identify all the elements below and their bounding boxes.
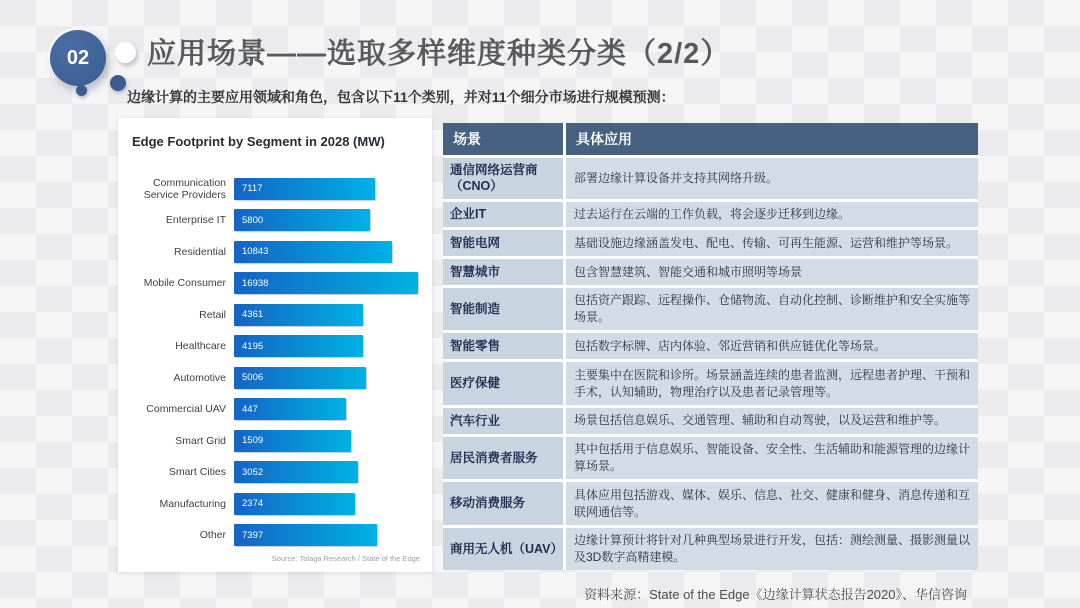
- decor-dot-small: [76, 85, 87, 96]
- chart-bar: [234, 178, 375, 200]
- chart-bar: [234, 241, 392, 263]
- page-subtitle: 边缘计算的主要应用领域和角色，包含以下11个类别，并对11个细分市场进行规模预测：: [127, 89, 675, 105]
- chart-bar: [234, 493, 355, 515]
- chart-bar-value: 5006: [242, 372, 264, 384]
- table-cell-description: 具体应用包括游戏、媒体、娱乐、信息、社交、健康和健身、消息传递和互联网通信等。: [566, 482, 978, 525]
- chart-bar-track: [234, 241, 418, 263]
- chart-bar-value: 16938: [242, 277, 269, 289]
- chart-category-label: Smart Cities: [168, 466, 226, 479]
- chart-category-label: Communication Service Providers: [143, 176, 226, 201]
- chart-bar: [234, 430, 351, 452]
- chart-bar-track: [234, 461, 418, 483]
- table-cell-description: 包括数字标牌、店内体验、邻近营销和供应链优化等场景。: [566, 333, 978, 359]
- table-header-application: 具体应用: [566, 123, 978, 155]
- chart-bar-track: [234, 209, 418, 231]
- chart-category-label: Residential: [174, 245, 226, 258]
- section-number: 02: [66, 46, 90, 69]
- chart-rows: [124, 173, 418, 551]
- table-cell-scene: 智慧城市: [443, 259, 563, 285]
- decor-dot-white: [115, 42, 136, 63]
- chart-source: Source: Tolaga Research / State of the Edge: [271, 554, 420, 563]
- table-cell-description: 场景包括信息娱乐、交通管理、辅助和自动驾驶，以及运营和维护等。: [566, 408, 978, 434]
- table-cell-description: 基础设施边缘涵盖发电、配电、传输、可再生能源、运营和维护等场景。: [566, 230, 978, 256]
- chart-bar: [234, 209, 370, 231]
- chart-category-label: Mobile Consumer: [143, 277, 226, 290]
- table-header-scene: 场景: [443, 123, 563, 155]
- chart-bar-value: 7117: [242, 183, 263, 195]
- table-cell-scene: 智能制造: [443, 288, 563, 331]
- chart-bar-track: [234, 272, 418, 294]
- chart-category-label: Other: [199, 529, 226, 542]
- table-cell-scene: 智能零售: [443, 333, 563, 359]
- table-cell-description: 其中包括用于信息娱乐、智能设备、安全性、生活辅助和能源管理的边缘计算场景。: [566, 437, 978, 480]
- table-cell-scene: 智能电网: [443, 230, 563, 256]
- chart-row: [124, 268, 418, 300]
- chart-bar-value: 447: [242, 403, 258, 415]
- application-table: [443, 123, 978, 570]
- table-cell-description: 包含智慧建筑、智能交通和城市照明等场景: [566, 259, 978, 285]
- chart-bar-track: [234, 524, 418, 546]
- table-cell-scene: 医疗保健: [443, 362, 563, 405]
- chart-title: Edge Footprint by Segment in 2028 (MW): [132, 134, 385, 149]
- chart-category-label: Retail: [199, 308, 226, 321]
- chart-row: [124, 425, 418, 457]
- table-cell-description: 过去运行在云端的工作负载，将会逐步迁移到边缘。: [566, 202, 978, 228]
- chart-bar: [234, 524, 377, 546]
- chart-category-label: Smart Grid: [175, 434, 226, 447]
- chart-bar-value: 10843: [242, 246, 269, 258]
- chart-bar: [234, 367, 366, 389]
- chart-category-label: Commercial UAV: [146, 403, 226, 416]
- chart-row: [124, 362, 418, 394]
- chart-row: [124, 299, 418, 331]
- footer-source: 资料来源：State of the Edge《边缘计算状态报告2020》、华信咨询: [584, 587, 967, 602]
- chart-category-label: Automotive: [173, 371, 226, 384]
- chart-bar-track: [234, 493, 418, 515]
- chart-bar-track: [234, 367, 418, 389]
- chart-bar-value: 7397: [242, 529, 264, 541]
- table-cell-description: 边缘计算预计将针对几种典型场景进行开发，包括：测绘测量、摄影测量以及3D数字高精建模。: [566, 528, 978, 571]
- chart-bar-value: 3052: [242, 466, 264, 478]
- chart-row: [124, 331, 418, 363]
- section-number-badge: [50, 30, 106, 86]
- chart-bar: [234, 398, 346, 420]
- chart-category-label: Enterprise IT: [165, 214, 226, 227]
- table-cell-scene: 商用无人机（UAV）: [443, 528, 563, 571]
- chart-category-label: Healthcare: [175, 340, 226, 353]
- table-cell-scene: 通信网络运营商（CNO）: [443, 158, 563, 199]
- chart-row: [124, 488, 418, 520]
- table-cell-description: 部署边缘计算设备并支持其网络升级。: [566, 158, 978, 199]
- chart-bar-track: [234, 430, 418, 452]
- chart-bar: [234, 335, 363, 357]
- chart-category-label: Manufacturing: [159, 497, 226, 510]
- edge-footprint-chart: [118, 118, 432, 572]
- chart-bar-track: [234, 398, 418, 420]
- chart-bar-value: 4195: [242, 340, 264, 352]
- table-cell-description: 主要集中在医院和诊所。场景涵盖连续的患者监测，远程患者护理、干预和手术，认知辅助，物理治疗以及患者记录管理等。: [566, 362, 978, 405]
- chart-row: [124, 394, 418, 426]
- chart-bar-track: [234, 335, 418, 357]
- chart-row: [124, 457, 418, 489]
- chart-row: [124, 173, 418, 205]
- table-cell-scene: 居民消费者服务: [443, 437, 563, 480]
- table-cell-description: 包括资产跟踪、远程操作、仓储物流、自动化控制、诊断维护和安全实施等场景。: [566, 288, 978, 331]
- chart-bar-track: [234, 304, 418, 326]
- chart-row: [124, 205, 418, 237]
- table-cell-scene: 移动消费服务: [443, 482, 563, 525]
- chart-bar-value: 2374: [242, 498, 264, 510]
- chart-bar: [234, 304, 363, 326]
- chart-bar: [234, 461, 358, 483]
- chart-bar-value: 5800: [242, 214, 264, 226]
- table-cell-scene: 汽车行业: [443, 408, 563, 434]
- chart-bar-track: [234, 178, 418, 200]
- page-title: 应用场景——选取多样维度种类分类（2/2）: [147, 38, 731, 70]
- chart-bar: [234, 272, 418, 294]
- chart-row: [124, 520, 418, 552]
- table-cell-scene: 企业IT: [443, 202, 563, 228]
- chart-bar-value: 4361: [242, 309, 264, 321]
- chart-bar-value: 1509: [242, 435, 264, 447]
- decor-dot-medium: [110, 75, 126, 91]
- chart-row: [124, 236, 418, 268]
